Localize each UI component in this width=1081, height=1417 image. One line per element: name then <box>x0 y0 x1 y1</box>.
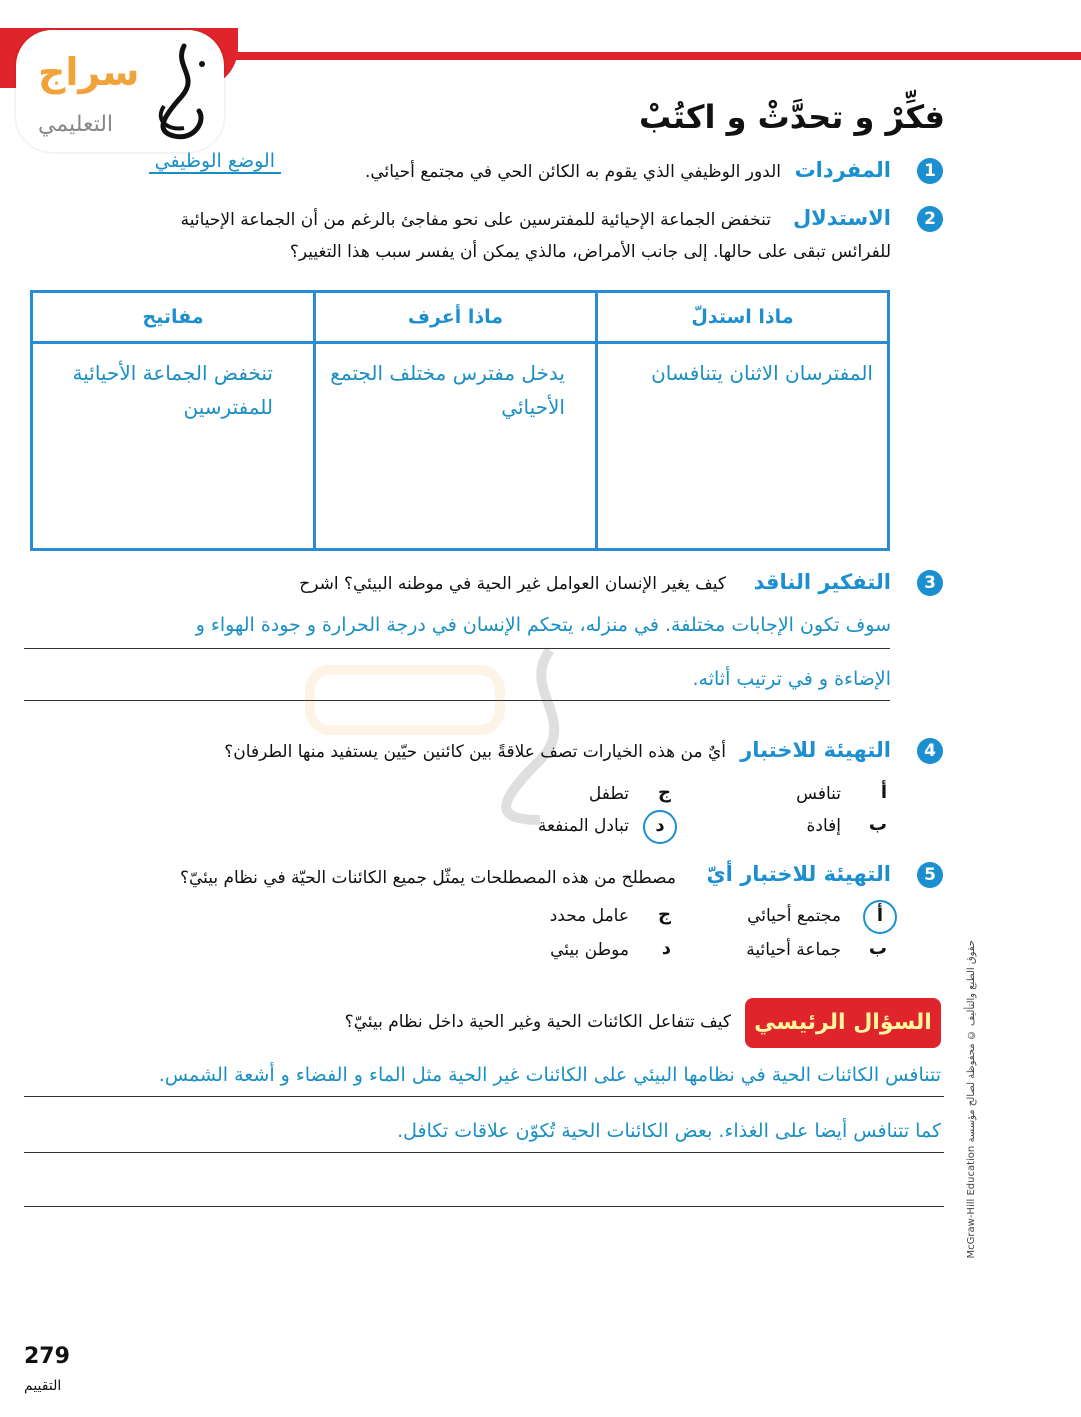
q5-option-letter-d[interactable]: د <box>661 938 671 959</box>
table-header: مفاتيح <box>32 292 315 343</box>
q3-text: كيف يغير الإنسان العوامل غير الحية في موطنه البيئي؟ اشرح <box>299 574 726 594</box>
q1-label: المفردات <box>794 158 891 182</box>
q4-option-a[interactable]: تنافس <box>796 784 841 804</box>
logo-calligraphy-icon <box>144 36 224 148</box>
q5-text: مصطلح من هذه المصطلحات يمثّل جميع الكائنات الحيّة في نظام بيئيّ؟ <box>179 868 676 888</box>
q3-answer-line1: سوف تكون الإجابات مختلفة. في منزله، يتحكم الإنسان في درجة الحرارة و جودة الهواء و <box>195 614 891 636</box>
table-header-row <box>32 292 889 343</box>
table-header: ماذا أعرف <box>315 292 597 343</box>
answer-line <box>24 1152 944 1153</box>
key-question-answer-line1: تتنافس الكائنات الحية في نظامها البيئي على الكائنات غير الحية مثل الماء و الفضاء و أشعة الشمس. <box>158 1064 941 1086</box>
q5-option-a[interactable]: مجتمع أحيائي <box>747 906 841 926</box>
table-cell: المفترسان الاثنان يتنافسان <box>597 343 889 550</box>
table-cell: يدخل مفترس مختلف الجتمع الأحيائي <box>315 343 597 550</box>
q4-option-d[interactable]: تبادل المنفعة <box>537 816 629 836</box>
q5-option-letter-c[interactable]: ج <box>658 904 671 925</box>
q2-label: الاستدلال <box>792 206 891 230</box>
q5-option-letter-a-selected[interactable]: أ <box>863 900 897 934</box>
watermark-icon <box>290 630 610 830</box>
q4-option-c[interactable]: تطفل <box>588 784 629 804</box>
q4-option-letter-d-selected[interactable]: د <box>643 810 677 844</box>
table-header: ماذا استدلّ <box>597 292 889 343</box>
copyright-side-text <box>957 940 977 1360</box>
question-number-4: 4 <box>917 738 943 764</box>
q5-option-letter-b[interactable]: ب <box>868 938 887 959</box>
logo-name: سراج <box>38 50 140 94</box>
q2-text-line1: تنخفض الجماعة الإحيائية للمفترسين على نحو مفاجئ بالرغم من أن الجماعة الإحيائية <box>180 210 771 230</box>
q3-answer-line2: الإضاءة و في ترتيب أثاثه. <box>692 668 891 690</box>
key-question-text: كيف تتفاعل الكائنات الحية وغير الحية داخل نظام بيئيّ؟ <box>344 1012 731 1032</box>
question-number-1: 1 <box>917 158 943 184</box>
answer-line <box>24 1206 944 1207</box>
q4-option-letter-c[interactable]: ج <box>658 782 671 803</box>
table-cell: تنخفض الجماعة الأحيائية للمفترسين <box>32 343 315 550</box>
q1-answer: الوضع الوظيفي <box>149 150 281 174</box>
header-red-bar <box>200 52 1081 60</box>
q4-text: أيٌ من هذه الخيارات تصف علاقةً بين كائنين حيّين يستفيد منها الطرفان؟ <box>224 742 726 762</box>
key-question-answer-line2: كما تتنافس أيضا على الغذاء. بعض الكائنات الحية تُكوّن علاقات تكافل. <box>397 1120 941 1142</box>
q4-option-letter-b[interactable]: ب <box>868 814 887 835</box>
inference-table <box>30 290 890 551</box>
q5-option-c[interactable]: عامل محدد <box>549 906 629 926</box>
answer-line <box>24 648 890 649</box>
answer-line <box>24 700 890 701</box>
page-number: 279 <box>24 1344 70 1369</box>
question-number-2: 2 <box>917 206 943 232</box>
copyright-text: حقوق الطبع والتأليف © محفوظة لصالح مؤسسة McGraw-Hill Education <box>966 940 977 1259</box>
answer-line <box>24 1096 944 1097</box>
question-number-5: 5 <box>917 862 943 888</box>
table-row <box>32 343 889 550</box>
q5-option-b[interactable]: جماعة أحيائية <box>746 940 841 960</box>
q1-text: الدور الوظيفي الذي يقوم به الكائن الحي في مجتمع أحيائي. <box>364 162 781 182</box>
q5-option-d[interactable]: موطن بيئي <box>550 940 629 960</box>
q2-text-line2: للفرائس تبقى على حالها. إلى جانب الأمراض، مالذي يمكن أن يفسر سبب هذا التغيير؟ <box>289 242 891 262</box>
q3-label: التفكير الناقد <box>753 570 891 594</box>
page-title: فكِّرْ و تحدَّثْ و اكتُبْ <box>638 98 945 136</box>
question-number-3: 3 <box>917 570 943 596</box>
page-section-label: التقييم <box>24 1378 62 1394</box>
logo-subtitle: التعليمي <box>38 112 114 137</box>
watermark-logo <box>290 630 610 830</box>
q4-option-letter-a[interactable]: أ <box>880 782 887 803</box>
key-question-badge: السؤال الرئيسي <box>745 998 941 1048</box>
q5-label: التهيئة للاختبار أيّ <box>706 862 891 886</box>
q4-label: التهيئة للاختبار <box>740 738 891 762</box>
siraj-logo <box>16 30 224 152</box>
q4-option-b[interactable]: إفادة <box>806 816 841 836</box>
